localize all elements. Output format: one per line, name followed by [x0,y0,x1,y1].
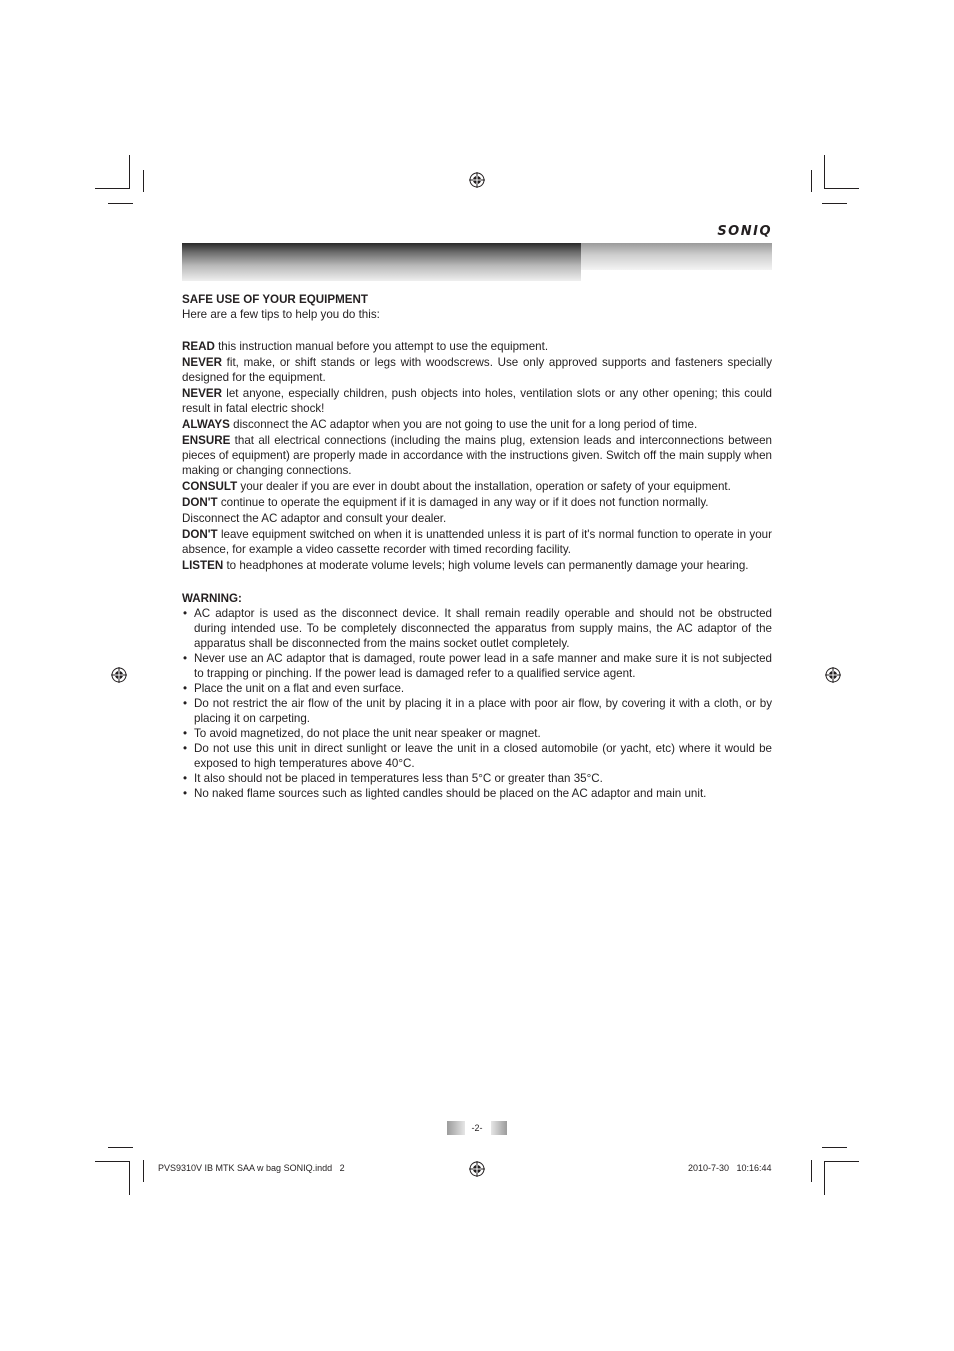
crop-mark [811,1160,812,1182]
warning-item: • No naked flame sources such as lighted candles should be placed on the AC adaptor and main unit. [182,786,772,801]
crop-mark [824,155,825,189]
tip-item: READ this instruction manual before you attempt to use the equipment. [182,340,549,353]
warning-item: • AC adaptor is used as the disconnect device. It shall remain readily operable and should not be obstructed during intended use. To be completely disconnected the apparatus from supply mains, the AC adaptor of the apparatus shall be disconnected from the mains socket outlet completely. [182,606,772,651]
tip-item: DON'T leave equipment switched on when it is unattended unless it is part of it's normal function to operate in your absence, for example a video cassette recorder with timed recording facility. [182,528,772,556]
tip-item: ALWAYS disconnect the AC adaptor when you are not going to use the unit for a long period of time. [182,418,698,431]
warning-item: • Never use an AC adaptor that is damaged, route power lead in a safe manner and make sure it is not subjected to trapping or pinching. If the power lead is damaged refer to a qualified service agent. [182,651,772,681]
warning-item: • To avoid magnetized, do not place the unit near speaker or magnet. [182,726,772,741]
warning-item: • Do not restrict the air flow of the unit by placing it in a place with poor air flow, by covering it with a cloth, or by placing it on carpeting. [182,696,772,726]
print-timestamp: 2010-7-30 10:16:44 [688,1163,772,1173]
warning-item: • It also should not be placed in temperatures less than 5°C or greater than 35°C. [182,771,772,786]
crop-mark [143,170,144,192]
warning-item: • Do not use this unit in direct sunlight or leave the unit in a closed automobile (or yacht, etc) where it would be exposed to high temperatures above 40°C. [182,741,772,771]
crop-mark [811,170,812,192]
tip-item: LISTEN to headphones at moderate volume levels; high volume levels can permanently damage your hearing. [182,559,749,572]
warning-heading: WARNING: [182,592,242,605]
crop-mark [822,1147,847,1148]
header-banner-extension [581,243,772,270]
crop-mark [95,1161,130,1162]
crop-mark [822,203,847,204]
crop-mark [129,1161,130,1195]
tip-item: ENSURE that all electrical connections (including the mains plug, extension leads and interconnections between pieces of equipment) are properly made in accordance with the instructions given. Switch off the main supply when making or changing connections. [182,434,772,477]
section-heading: SAFE USE OF YOUR EQUIPMENT [182,293,368,306]
crop-mark [824,1161,859,1162]
warning-list [182,606,772,801]
crop-mark [108,203,133,204]
crop-mark [824,1161,825,1195]
file-slug: PVS9310V IB MTK SAA w bag SONIQ.indd 2 [158,1163,345,1173]
tip-item: NEVER let anyone, especially children, push objects into holes, ventilation slots or any other opening; this could result in fatal electric shock! [182,387,772,415]
warning-item: • Place the unit on a flat and even surface. [182,681,772,696]
registration-mark-icon [469,1161,485,1177]
crop-mark [129,155,130,189]
crop-mark [95,188,130,189]
tip-item: NEVER fit, make, or shift stands or legs with woodscrews. Use only approved supports and fasteners specially designed for the equipment. [182,356,772,384]
crop-mark [824,188,859,189]
section-intro: Here are a few tips to help you do this: [182,308,380,321]
tip-item: DON'T continue to operate the equipment if it is damaged in any way or if it does not function normally. [182,496,709,509]
crop-mark [143,1160,144,1182]
tips-list [182,339,772,573]
registration-mark-icon [111,667,127,683]
page-number: -2- [447,1121,507,1135]
crop-mark [108,1147,133,1148]
tip-item: Disconnect the AC adaptor and consult your dealer. [182,512,447,525]
header-banner [182,243,581,281]
page-number-tab-right [491,1121,507,1135]
registration-mark-icon [825,667,841,683]
brand-logo: SONIQ [717,224,772,239]
registration-mark-icon [469,172,485,188]
tip-item: CONSULT your dealer if you are ever in doubt about the installation, operation or safety of your equipment. [182,480,731,493]
page-number-tab-left [447,1121,465,1135]
page-content [182,292,772,801]
